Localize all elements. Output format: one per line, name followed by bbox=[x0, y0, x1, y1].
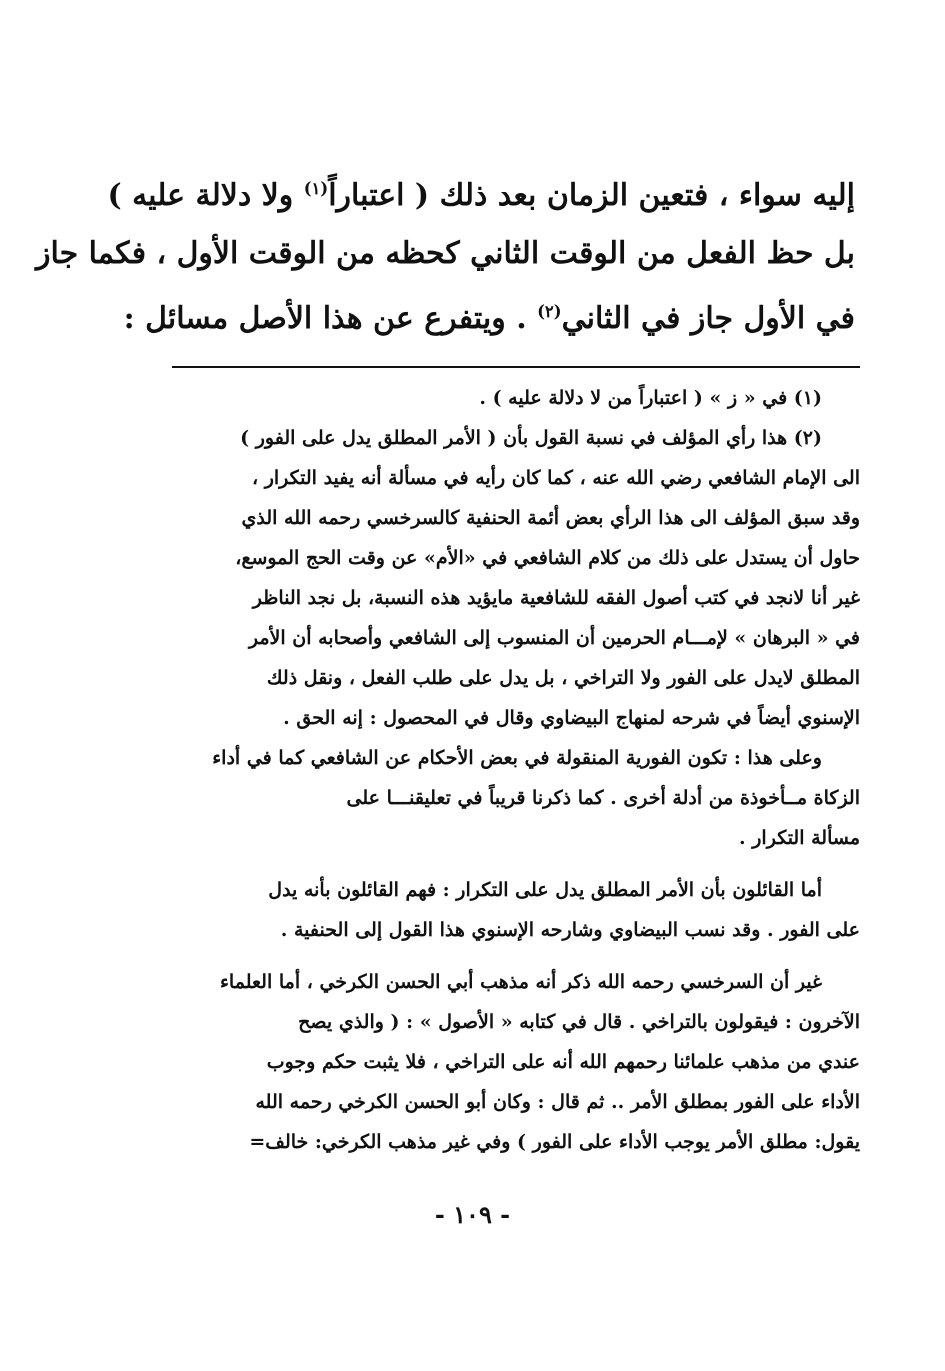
footnote-line: وعلى هذا : تكون الفورية المنقولة في بعض الأحكام عن الشافعي كما في أداء bbox=[212, 747, 822, 769]
main-text bbox=[36, 160, 855, 348]
footnote-paragraph bbox=[180, 962, 860, 1162]
main-line-text: إليه سواء ، فتعين الزمان بعد ذلك ( اعتباراً bbox=[328, 178, 855, 213]
footnotes bbox=[180, 378, 860, 1162]
footnote-line: الزكاة مــأخوذة من أدلة أخرى . كما ذكرنا قريباً في تعليقنـــا على bbox=[346, 787, 860, 809]
footnote-paragraph bbox=[180, 738, 860, 858]
footnote-2 bbox=[180, 418, 860, 738]
main-line-text: ولا دلالة عليه ) bbox=[107, 178, 304, 213]
footnote-line: في « البرهان » لإمـــام الحرمين أن المنسوب إلى الشافعي وأصحابه أن الأمر bbox=[248, 627, 860, 649]
main-line-text: . ويتفرع عن هذا الأصل مسائل : bbox=[123, 301, 538, 336]
paragraph-gap bbox=[180, 950, 860, 962]
footnote-line: غير أن السرخسي رحمه الله ذكر أنه مذهب أبي الحسن الكرخي ، أما العلماء bbox=[220, 971, 822, 993]
main-line-text: في الأول جاز في الثاني bbox=[561, 301, 855, 336]
footnote-line: مسألة التكرار . bbox=[739, 827, 860, 849]
footnote-line: أما القائلون بأن الأمر المطلق يدل على التكرار : فهم القائلون بأنه يدل bbox=[268, 879, 822, 901]
main-line bbox=[107, 160, 855, 225]
footnote-line: وقد سبق المؤلف الى هذا الرأي بعض أئمة الحنفية كالسرخسي رحمه الله الذي bbox=[241, 507, 860, 529]
footnote-line: الآخرون : فيقولون بالتراخي . قال في كتابه « الأصول » : ( والذي يصح bbox=[298, 1011, 860, 1033]
footnote-line: عندي من مذهب علمائنا رحمهم الله أنه على التراخي ، فلا يثبت حكم وجوب bbox=[266, 1051, 860, 1073]
footnote-line: (١) في « ز » ( اعتباراً من لا دلالة عليه ) . bbox=[479, 387, 822, 409]
footnote-paragraph bbox=[180, 870, 860, 950]
page-number: - ١٠٩ - bbox=[434, 1200, 511, 1229]
footnote-line: الأداء على الفور بمطلق الأمر .. ثم قال : وكان أبو الحسن الكرخي رحمه الله bbox=[255, 1091, 860, 1113]
footnote-line: الى الإمام الشافعي رضي الله عنه ، كما كان رأيه في مسألة أنه يفيد التكرار ، bbox=[251, 467, 860, 489]
main-line bbox=[123, 283, 855, 348]
footnote-line: حاول أن يستدل على ذلك من كلام الشافعي في «الأم» عن وقت الحج الموسع، bbox=[235, 547, 860, 569]
footnote-line: غير أنا لانجد في كتب أصول الفقه للشافعية مايؤيد هذه النسبة، بل نجد الناظر bbox=[252, 587, 860, 609]
paragraph-gap bbox=[180, 858, 860, 870]
footnote-separator bbox=[172, 366, 860, 368]
footnote-line: على الفور . وقد نسب البيضاوي وشارحه الإسنوي هذا القول إلى الحنفية . bbox=[280, 919, 860, 941]
footnote-ref: (١) bbox=[303, 179, 329, 198]
footnote-line: يقول: مطلق الأمر يوجب الأداء على الفور ) وفي غير مذهب الكرخي: خالف= bbox=[249, 1131, 860, 1153]
main-line: بل حظ الفعل من الوقت الثاني كحظه من الوقت الأول ، فكما جاز bbox=[36, 236, 855, 271]
footnote-ref: (٢) bbox=[537, 302, 562, 321]
footnote-1 bbox=[180, 378, 860, 418]
footnote-line: المطلق لايدل على الفور ولا التراخي ، بل يدل على طلب الفعل ، ونقل ذلك bbox=[266, 667, 860, 689]
footnote-line: (٢) هذا رأي المؤلف في نسبة القول بأن ( الأمر المطلق يدل على الفور ) bbox=[240, 427, 822, 449]
footnote-line: الإسنوي أيضاً في شرحه لمنهاج البيضاوي وقال في المحصول : إنه الحق . bbox=[283, 707, 860, 729]
